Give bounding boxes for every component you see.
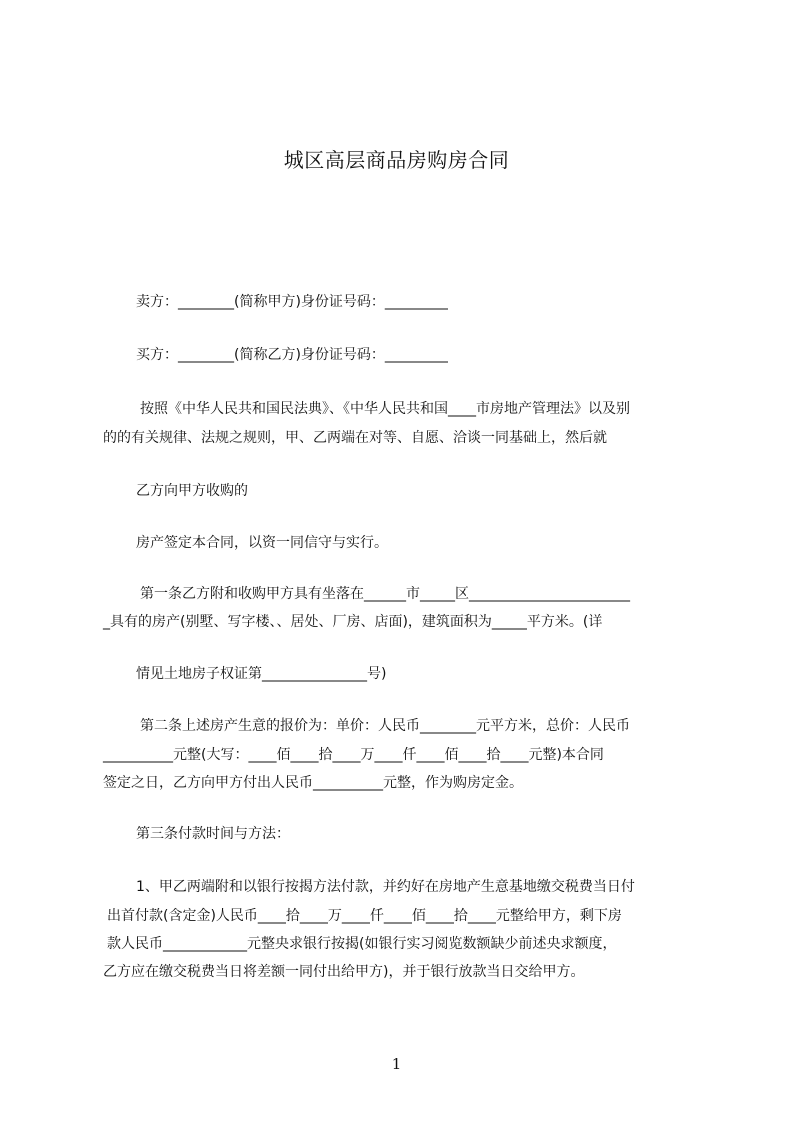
article1-line-1: 第一条乙方附和收购甲方具有坐落在______市_____区_______________________ <box>140 586 630 602</box>
article3-item1-line-3: 款人民币____________元整央求银行按揭(如银行实习阅览数额缺少前述央求额度， <box>107 936 617 952</box>
article3-item1-line-1: 1、甲乙两端附和以银行按揭方法付款，并约好在房地产生意基地缴交税费当日付 <box>136 879 635 895</box>
article2-line-2: __________元整(大写：____佰____拾____万____仟____佰____拾____元整)本合同 <box>103 747 604 763</box>
article2-line-1: 第二条上述房产生意的报价为：单价：人民币________元平方米，总价：人民币 <box>140 718 630 734</box>
article1-line-3: 情见土地房子权证第_______________号) <box>136 666 387 682</box>
article3-item1-line-4: 乙方应在缴交税费当日将差额一同付出给甲方)，并于银行放款当日交给甲方。 <box>103 964 585 980</box>
preamble-line-2: 的的有关规律、法规之规则，甲、乙两端在对等、自愿、洽谈一同基础上，然后就 <box>103 430 607 446</box>
page-number: 1 <box>391 1055 402 1073</box>
document-title: 城区高层商品房购房合同 <box>283 148 510 172</box>
article2-line-3: 签定之日，乙方向甲方付出人民币__________元整，作为购房定金。 <box>103 775 523 791</box>
article3-item1-line-2: 出首付款(含定金)人民币____拾____万____仟____佰____拾____元整给甲方，剩下房 <box>107 908 622 924</box>
article1-line-2: _具有的房产(别墅、写字楼、、居处、厂房、店面)，建筑面积为_____平方米。(详 <box>103 614 603 630</box>
preamble-line-1: 按照《中华人民共和国民法典》、《中华人民共和国____市房地产管理法》以及别 <box>140 401 630 417</box>
seller-line: 卖方：________(简称甲方)身份证号码：_________ <box>136 294 448 310</box>
preamble-line-3: 乙方向甲方收购的 <box>136 483 248 499</box>
article3-heading: 第三条付款时间与方法： <box>136 826 290 842</box>
preamble-line-4: 房产签定本合同，以资一同信守与实行。 <box>136 535 388 551</box>
buyer-line: 买方：________(简称乙方)身份证号码：_________ <box>136 347 448 363</box>
